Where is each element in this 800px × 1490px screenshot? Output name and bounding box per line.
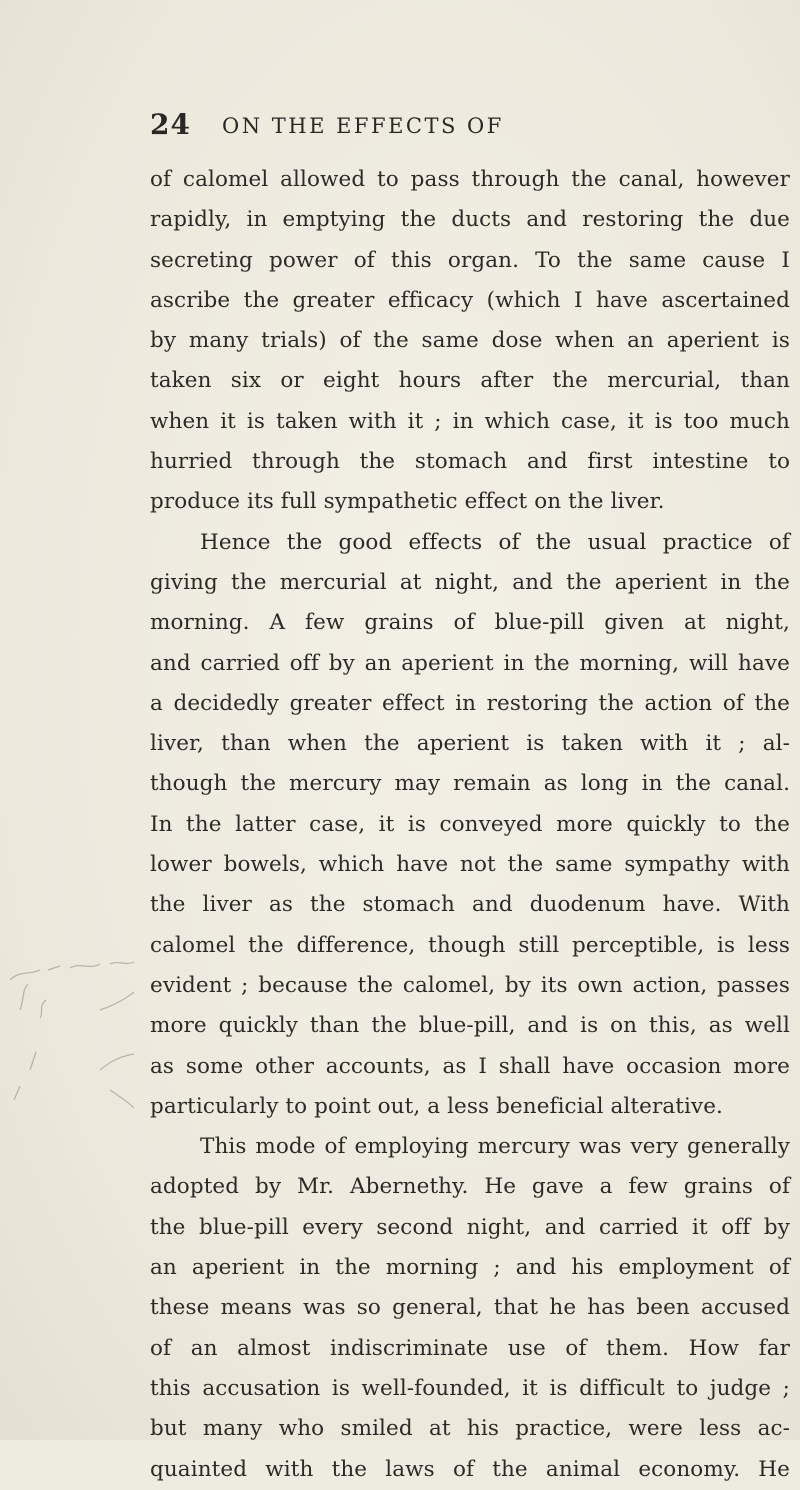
text-line: the liver as the stomach and duodenum have. With	[150, 892, 790, 918]
text-line: giving the mercurial at night, and the aperient in the	[150, 569, 790, 595]
text-line: an aperient in the morning ; and his employment of	[150, 1255, 790, 1281]
text-line: ascribe the greater efficacy (which I have ascertained	[150, 287, 790, 313]
text-line: Hence the good effects of the usual practice of	[200, 529, 790, 555]
text-line: liver, than when the aperient is taken with it ; al-	[150, 731, 790, 757]
text-line: the blue-pill every second night, and carried it off by	[150, 1214, 790, 1240]
text-line: calomel the difference, though still perceptible, is less	[150, 932, 790, 958]
margin-pencil-marks	[0, 940, 150, 1140]
text-line: produce its full sympathetic effect on the liver.	[150, 489, 665, 515]
running-head: ON THE EFFECTS OF	[222, 114, 504, 138]
text-line: a decidedly greater effect in restoring the action of the	[150, 690, 790, 716]
text-line: as some other accounts, as I shall have occasion more	[150, 1053, 790, 1079]
text-line: these means was so general, that he has been accused	[150, 1295, 790, 1321]
text-line: morning. A few grains of blue-pill given at night,	[150, 610, 790, 636]
text-line: and carried off by an aperient in the morning, will have	[150, 650, 790, 676]
text-line: of an almost indiscriminate use of them. How far	[150, 1335, 790, 1361]
text-line: hurried through the stomach and first intestine to	[150, 449, 790, 475]
text-line: when it is taken with it ; in which case, it is too much	[150, 408, 790, 434]
text-line: rapidly, in emptying the ducts and restoring the due	[150, 207, 790, 233]
text-line: though the mercury may remain as long in the canal.	[150, 771, 790, 797]
text-line: taken six or eight hours after the mercurial, than	[150, 368, 790, 394]
text-line: lower bowels, which have not the same sympathy with	[150, 852, 790, 878]
text-line: secreting power of this organ. To the same cause I	[150, 247, 790, 273]
text-line: particularly to point out, a less beneficial alterative.	[150, 1093, 723, 1119]
text-line: of calomel allowed to pass through the canal, however	[150, 167, 790, 192]
text-line: by many trials) of the same dose when an aperient is	[150, 328, 790, 354]
text-line: evident ; because the calomel, by its own action, passes	[150, 972, 790, 998]
text-line: In the latter case, it is conveyed more quickly to the	[150, 811, 790, 837]
text-line: quainted with the laws of the animal economy. He	[150, 1456, 790, 1482]
text-line: but many who smiled at his practice, were less ac-	[150, 1416, 790, 1442]
page-header	[150, 108, 790, 148]
text-line: this accusation is well-founded, it is difficult to judge ;	[150, 1375, 790, 1401]
body-text	[150, 160, 790, 1490]
text-line: more quickly than the blue-pill, and is on this, as well	[150, 1013, 790, 1039]
text-line: adopted by Mr. Abernethy. He gave a few grains of	[150, 1174, 790, 1200]
page-number: 24	[150, 108, 191, 141]
text-line: This mode of employing mercury was very generally	[200, 1134, 790, 1160]
